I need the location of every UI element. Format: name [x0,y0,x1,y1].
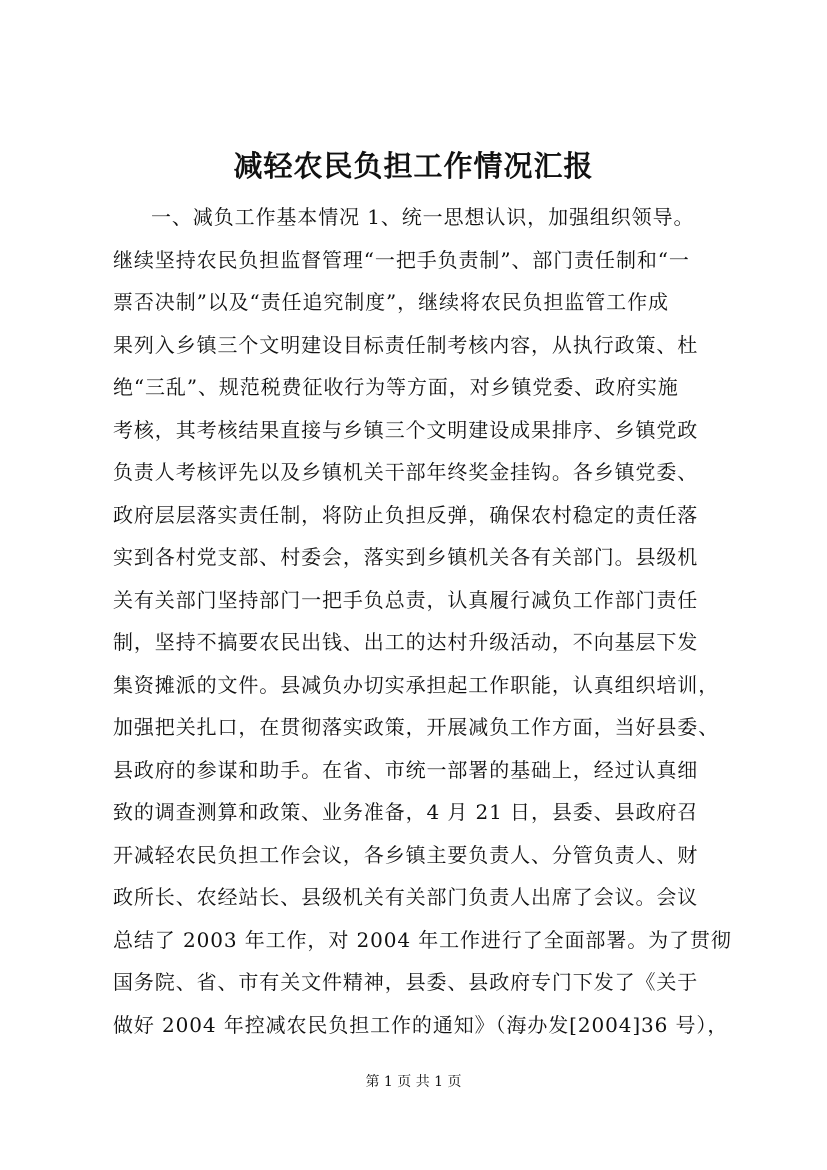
body-line: 制，坚持不搞要农民出钱、出工的达村升级活动，不向基层下发 [113,630,699,654]
body-line: 果列入乡镇三个文明建设目标责任制考核内容，从执行政策、杜 [113,332,699,357]
body-line: 政所长、农经站长、县级机关有关部门负责人出席了会议。会议 [113,885,699,909]
body-line: 致的调查测算和政策、业务准备，4 月 21 日，县委、县政府召 [113,800,699,824]
body-line: 国务院、省、市有关文件精神，县委、县政府专门下发了《关于 [113,970,699,994]
body-line: 加强把关扎口，在贯彻落实政策，开展减负工作方面，当好县委、 [113,715,720,739]
body-line: 绝“三乱”、规范税费征收行为等方面，对乡镇党委、政府实施 [113,375,679,399]
body-line: 继续坚持农民负担监督管理“一把手负责制”、部门责任制和“一 [113,247,690,272]
body-line: 负责人考核评先以及乡镇机关干部年终奖金挂钩。各乡镇党委、 [113,460,699,484]
page-footer: 第 1 页 共 1 页 [365,1074,462,1090]
body-line: 票否决制”以及“责任追究制度”，继续将农民负担监管工作成 [113,290,669,314]
body-line: 关有关部门坚持部门一把手负总责，认真履行减负工作部门责任 [113,587,699,612]
body-line: 集资摊派的文件。县减负办切实承担起工作职能，认真组织培训， [113,672,720,697]
body-line: 一、减负工作基本情况 1、统一思想认识，加强组织领导。 [151,205,695,229]
body-line: 总结了 2003 年工作，对 2004 年工作进行了全面部署。为了贯彻 [113,927,732,952]
body-line: 实到各村党支部、村委会，落实到乡镇机关各有关部门。县级机 [113,545,699,569]
body-line: 开减轻农民负担工作会议，各乡镇主要负责人、分管负责人、财 [113,842,699,867]
body-line: 县政府的参谋和助手。在省、市统一部署的基础上，经过认真细 [113,757,699,782]
document-body [113,196,753,1046]
document-title: 减轻农民负担工作情况汇报 [233,149,594,183]
body-line: 做好 2004 年控减农民负担工作的通知》（海办发[2004]36 号）， [113,1012,729,1037]
body-line: 考核，其考核结果直接与乡镇三个文明建设成果排序、乡镇党政 [113,417,699,442]
body-line: 政府层层落实责任制，将防止负担反弹，确保农村稳定的责任落 [113,502,699,527]
